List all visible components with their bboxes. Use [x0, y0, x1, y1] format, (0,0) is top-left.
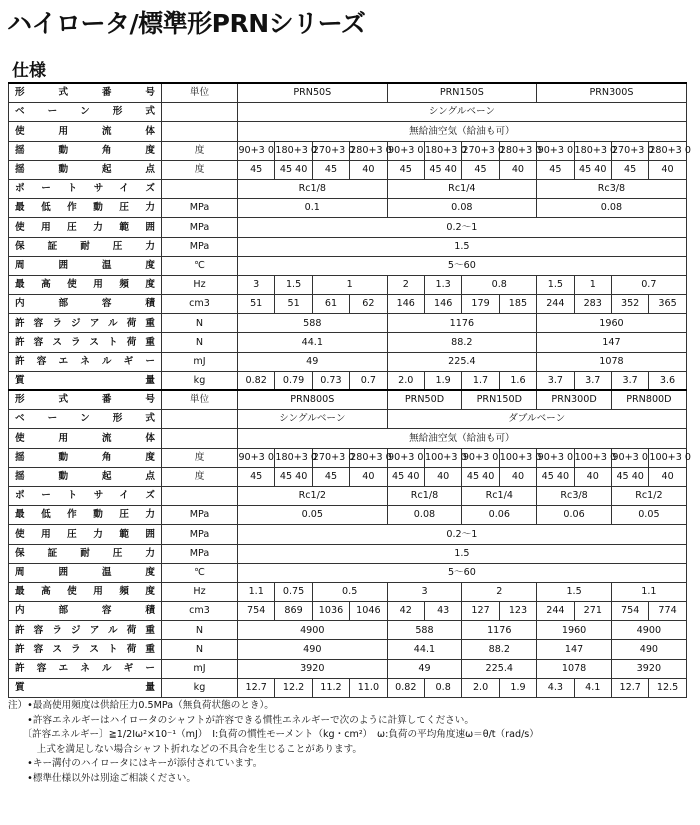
- value-cell: 45 40: [574, 160, 611, 179]
- value-cell: 225.4: [387, 352, 537, 371]
- unit-cell: [162, 179, 238, 198]
- row-label: 最低作動圧力: [9, 506, 162, 525]
- value-cell: 180+3 0: [275, 141, 312, 160]
- value-cell: 280+3 0: [499, 141, 536, 160]
- value-cell: 0.08: [387, 506, 462, 525]
- notes: [8, 699, 692, 787]
- value-cell: 45 40: [537, 467, 574, 486]
- value-cell: 0.08: [387, 199, 537, 218]
- row-label: 許容ラジアル荷重: [9, 621, 162, 640]
- value-cell: 225.4: [462, 659, 537, 678]
- value-cell: 1078: [537, 352, 687, 371]
- table-row: [9, 199, 687, 218]
- value-cell: 40: [649, 160, 686, 179]
- value-cell: 5〜60: [238, 563, 687, 582]
- value-cell: 45: [537, 160, 574, 179]
- value-cell: 無給油空気（給油も可）: [238, 122, 687, 141]
- value-cell: 4900: [238, 621, 388, 640]
- value-cell: 270+3 0: [611, 141, 648, 160]
- unit-cell: mJ: [162, 352, 238, 371]
- value-cell: 2: [387, 275, 424, 294]
- table-row: [9, 333, 687, 352]
- value-cell: 45 40: [424, 160, 461, 179]
- value-cell: 1.5: [275, 275, 312, 294]
- model-header: PRN150S: [387, 83, 537, 103]
- value-cell: 90+3 0: [238, 141, 275, 160]
- value-cell: 1960: [537, 314, 687, 333]
- row-label: 揺動起点: [9, 160, 162, 179]
- value-cell: 3.7: [537, 371, 574, 390]
- value-cell: 12.7: [238, 678, 275, 697]
- value-cell: 51: [238, 295, 275, 314]
- value-cell: 4.3: [537, 678, 574, 697]
- row-label: 保証耐圧力: [9, 237, 162, 256]
- table-row: [9, 83, 687, 103]
- value-cell: Rc3/8: [537, 179, 687, 198]
- value-cell: 0.82: [238, 371, 275, 390]
- row-label: 許容スラスト荷重: [9, 640, 162, 659]
- value-cell: 352: [611, 295, 648, 314]
- value-cell: 0.75: [275, 582, 312, 601]
- unit-cell: [162, 103, 238, 122]
- row-label: 使用圧力範囲: [9, 525, 162, 544]
- unit-cell: 度: [162, 448, 238, 467]
- value-cell: 0.06: [462, 506, 537, 525]
- spec-table-2: [8, 389, 691, 698]
- value-cell: 1.9: [499, 678, 536, 697]
- value-cell: 0.06: [537, 506, 612, 525]
- value-cell: 44.1: [387, 640, 462, 659]
- table-row: [9, 390, 687, 410]
- value-cell: 42: [387, 602, 424, 621]
- value-cell: 127: [462, 602, 499, 621]
- value-cell: 0.73: [312, 371, 349, 390]
- value-cell: 2: [462, 582, 537, 601]
- row-label: 最高使用頻度: [9, 582, 162, 601]
- table-row: [9, 141, 687, 160]
- row-label: 揺動角度: [9, 448, 162, 467]
- value-cell: 270+3 0: [312, 141, 349, 160]
- value-cell: 90+3 0: [238, 448, 275, 467]
- row-label: ベーン形式: [9, 103, 162, 122]
- unit-cell: [162, 486, 238, 505]
- unit-cell: N: [162, 640, 238, 659]
- model-header: PRN50D: [387, 390, 462, 410]
- value-cell: 90+3 0: [387, 141, 424, 160]
- value-cell: 49: [238, 352, 388, 371]
- row-label: 内部容積: [9, 602, 162, 621]
- row-label: 最高使用頻度: [9, 275, 162, 294]
- section-heading: 仕様: [12, 61, 46, 81]
- value-cell: Rc1/2: [611, 486, 686, 505]
- value-cell: 283: [574, 295, 611, 314]
- value-cell: 88.2: [462, 640, 537, 659]
- note-line: 〔許容エネルギー〕≧1/2Iω²×10⁻¹（mJ） I:負荷の慣性モーメント（kg・cm²） ω:負荷の平均角度速ω＝θ/t（rad/s）: [8, 729, 539, 741]
- value-cell: 490: [611, 640, 686, 659]
- value-cell: 1176: [462, 621, 537, 640]
- value-cell: 45 40: [462, 467, 499, 486]
- unit-cell: cm3: [162, 295, 238, 314]
- value-cell: 45 40: [611, 467, 648, 486]
- value-cell: 100+3 0: [649, 448, 686, 467]
- value-cell: 40: [350, 467, 387, 486]
- value-cell: 45: [387, 160, 424, 179]
- unit-cell: 度: [162, 141, 238, 160]
- model-header: PRN50S: [238, 83, 388, 103]
- unit-cell: MPa: [162, 525, 238, 544]
- value-cell: 185: [499, 295, 536, 314]
- table-row: [9, 506, 687, 525]
- table-row: [9, 218, 687, 237]
- value-cell: 3920: [611, 659, 686, 678]
- row-label: 周囲温度: [9, 256, 162, 275]
- table-row: [9, 486, 687, 505]
- value-cell: 40: [499, 467, 536, 486]
- value-cell: 100+3 0: [574, 448, 611, 467]
- table-row: [9, 448, 687, 467]
- unit-cell: MPa: [162, 544, 238, 563]
- value-cell: 3.7: [574, 371, 611, 390]
- value-cell: 1.1: [238, 582, 275, 601]
- value-cell: 270+3 0: [312, 448, 349, 467]
- value-cell: 180+3 0: [574, 141, 611, 160]
- value-cell: 588: [387, 621, 462, 640]
- note-line: •許容エネルギーはハイロータのシャフトが許容できる慣性エネルギーで次のように計算してください。: [8, 714, 474, 726]
- value-cell: 1.5: [238, 544, 687, 563]
- value-cell: 0.7: [350, 371, 387, 390]
- table-row: [9, 544, 687, 563]
- value-cell: 0.1: [238, 199, 388, 218]
- value-cell: 45 40: [387, 467, 424, 486]
- value-cell: 0.2〜1: [238, 218, 687, 237]
- value-cell: 45 40: [275, 160, 312, 179]
- row-label: ポートサイズ: [9, 486, 162, 505]
- table-row: [9, 602, 687, 621]
- value-cell: 3: [238, 275, 275, 294]
- value-cell: 4.1: [574, 678, 611, 697]
- table-row: [9, 295, 687, 314]
- row-label: 揺動角度: [9, 141, 162, 160]
- value-cell: 280+3 0: [350, 448, 387, 467]
- value-cell: 1046: [350, 602, 387, 621]
- value-cell: 1.5: [537, 275, 574, 294]
- table-row: [9, 160, 687, 179]
- unit-cell: N: [162, 314, 238, 333]
- value-cell: 180+3 0: [424, 141, 461, 160]
- unit-cell: 単位: [162, 390, 238, 410]
- unit-cell: ℃: [162, 563, 238, 582]
- value-cell: 3.7: [611, 371, 648, 390]
- row-label: 揺動起点: [9, 467, 162, 486]
- value-cell: 0.05: [238, 506, 388, 525]
- table-row: [9, 103, 687, 122]
- unit-cell: 度: [162, 467, 238, 486]
- unit-cell: 単位: [162, 83, 238, 103]
- value-cell: 90+3 0: [462, 448, 499, 467]
- value-cell: 0.05: [611, 506, 686, 525]
- value-cell: Rc3/8: [537, 486, 612, 505]
- row-label: 許容エネルギー: [9, 352, 162, 371]
- value-cell: 146: [424, 295, 461, 314]
- model-header: PRN800S: [238, 390, 388, 410]
- spec-table-1: [8, 82, 691, 391]
- value-cell: 754: [238, 602, 275, 621]
- row-label: 質量: [9, 678, 162, 697]
- unit-cell: [162, 410, 238, 429]
- value-cell: 0.5: [312, 582, 387, 601]
- value-cell: シングルベーン: [238, 410, 388, 429]
- row-label: 内部容積: [9, 295, 162, 314]
- row-label: 使用流体: [9, 429, 162, 448]
- model-header: PRN800D: [611, 390, 686, 410]
- value-cell: 179: [462, 295, 499, 314]
- value-cell: 43: [424, 602, 461, 621]
- row-label: 保証耐圧力: [9, 544, 162, 563]
- unit-cell: MPa: [162, 199, 238, 218]
- table-row: [9, 314, 687, 333]
- unit-cell: 度: [162, 160, 238, 179]
- unit-cell: MPa: [162, 506, 238, 525]
- row-label: 許容エネルギー: [9, 659, 162, 678]
- table-row: [9, 525, 687, 544]
- value-cell: 3920: [238, 659, 388, 678]
- row-label: 質量: [9, 371, 162, 390]
- row-label: 使用流体: [9, 122, 162, 141]
- table-row: [9, 467, 687, 486]
- unit-cell: kg: [162, 371, 238, 390]
- value-cell: Rc1/8: [238, 179, 388, 198]
- value-cell: 0.08: [537, 199, 687, 218]
- table-row: [9, 582, 687, 601]
- row-label: 周囲温度: [9, 563, 162, 582]
- value-cell: 1078: [537, 659, 612, 678]
- value-cell: 1.5: [238, 237, 687, 256]
- row-label: 形式番号: [9, 390, 162, 410]
- value-cell: 51: [275, 295, 312, 314]
- value-cell: 490: [238, 640, 388, 659]
- unit-cell: mJ: [162, 659, 238, 678]
- page-title: ハイロータ/標準形PRNシリーズ: [7, 9, 366, 38]
- value-cell: 45: [312, 467, 349, 486]
- value-cell: 1176: [387, 314, 537, 333]
- value-cell: 90+3 0: [537, 448, 574, 467]
- unit-cell: Hz: [162, 582, 238, 601]
- value-cell: 2.0: [387, 371, 424, 390]
- value-cell: 5〜60: [238, 256, 687, 275]
- value-cell: 0.79: [275, 371, 312, 390]
- table-row: [9, 179, 687, 198]
- value-cell: 11.2: [312, 678, 349, 697]
- value-cell: 45: [238, 160, 275, 179]
- unit-cell: Hz: [162, 275, 238, 294]
- row-label: 形式番号: [9, 83, 162, 103]
- row-label: 使用圧力範囲: [9, 218, 162, 237]
- value-cell: 244: [537, 602, 574, 621]
- value-cell: 365: [649, 295, 686, 314]
- table-row: [9, 429, 687, 448]
- value-cell: 1.9: [424, 371, 461, 390]
- value-cell: 0.82: [387, 678, 424, 697]
- value-cell: 88.2: [387, 333, 537, 352]
- value-cell: 0.8: [462, 275, 537, 294]
- value-cell: 2.0: [462, 678, 499, 697]
- value-cell: 100+3 0: [499, 448, 536, 467]
- row-label: 許容ラジアル荷重: [9, 314, 162, 333]
- unit-cell: MPa: [162, 237, 238, 256]
- value-cell: 147: [537, 333, 687, 352]
- value-cell: 588: [238, 314, 388, 333]
- value-cell: 270+3 0: [462, 141, 499, 160]
- value-cell: 40: [350, 160, 387, 179]
- value-cell: 180+3 0: [275, 448, 312, 467]
- unit-cell: N: [162, 621, 238, 640]
- table-row: [9, 563, 687, 582]
- table-row: [9, 256, 687, 275]
- unit-cell: ℃: [162, 256, 238, 275]
- value-cell: 100+3 0: [424, 448, 461, 467]
- row-label: 許容スラスト荷重: [9, 333, 162, 352]
- value-cell: 1.3: [424, 275, 461, 294]
- value-cell: 90+3 0: [537, 141, 574, 160]
- unit-cell: MPa: [162, 218, 238, 237]
- table-row: [9, 352, 687, 371]
- value-cell: 754: [611, 602, 648, 621]
- value-cell: 0.7: [611, 275, 686, 294]
- value-cell: 90+3 0: [611, 448, 648, 467]
- note-line: •キー溝付のハイロータにはキーが添付されています。: [8, 758, 263, 770]
- value-cell: 45: [238, 467, 275, 486]
- table-row: [9, 275, 687, 294]
- value-cell: 40: [499, 160, 536, 179]
- value-cell: 12.5: [649, 678, 686, 697]
- value-cell: 1036: [312, 602, 349, 621]
- value-cell: 123: [499, 602, 536, 621]
- note-line: •標準仕様以外は別途ご相談ください。: [8, 772, 196, 784]
- value-cell: 45: [312, 160, 349, 179]
- value-cell: 146: [387, 295, 424, 314]
- value-cell: 62: [350, 295, 387, 314]
- value-cell: Rc1/8: [387, 486, 462, 505]
- value-cell: 49: [387, 659, 462, 678]
- value-cell: 0.2〜1: [238, 525, 687, 544]
- value-cell: 280+3 0: [350, 141, 387, 160]
- value-cell: 90+3 0: [387, 448, 424, 467]
- value-cell: 12.7: [611, 678, 648, 697]
- value-cell: 40: [649, 467, 686, 486]
- value-cell: 1.6: [499, 371, 536, 390]
- row-label: ベーン形式: [9, 410, 162, 429]
- value-cell: 12.2: [275, 678, 312, 697]
- value-cell: 3.6: [649, 371, 686, 390]
- value-cell: 45: [611, 160, 648, 179]
- unit-cell: kg: [162, 678, 238, 697]
- unit-cell: cm3: [162, 602, 238, 621]
- row-label: ポートサイズ: [9, 179, 162, 198]
- table-row: [9, 659, 687, 678]
- table-row: [9, 122, 687, 141]
- value-cell: 1.1: [611, 582, 686, 601]
- value-cell: 61: [312, 295, 349, 314]
- model-header: PRN150D: [462, 390, 537, 410]
- unit-cell: [162, 429, 238, 448]
- value-cell: シングルベーン: [238, 103, 687, 122]
- unit-cell: [162, 122, 238, 141]
- note-line: 注）•最高使用頻度は供給圧力0.5MPa（無負荷状態のとき）。: [8, 700, 274, 711]
- unit-cell: N: [162, 333, 238, 352]
- value-cell: 147: [537, 640, 612, 659]
- value-cell: 44.1: [238, 333, 388, 352]
- value-cell: 45 40: [275, 467, 312, 486]
- table-row: [9, 371, 687, 390]
- value-cell: Rc1/2: [238, 486, 388, 505]
- value-cell: 1: [574, 275, 611, 294]
- value-cell: 1.5: [537, 582, 612, 601]
- value-cell: 4900: [611, 621, 686, 640]
- value-cell: Rc1/4: [387, 179, 537, 198]
- value-cell: 280+3 0: [649, 141, 686, 160]
- value-cell: 40: [574, 467, 611, 486]
- table-row: [9, 410, 687, 429]
- value-cell: 1: [312, 275, 387, 294]
- value-cell: 11.0: [350, 678, 387, 697]
- value-cell: 無給油空気（給油も可）: [238, 429, 687, 448]
- value-cell: 1.7: [462, 371, 499, 390]
- value-cell: 0.8: [424, 678, 461, 697]
- model-header: PRN300D: [537, 390, 612, 410]
- table-row: [9, 678, 687, 697]
- value-cell: 869: [275, 602, 312, 621]
- row-label: 最低作動圧力: [9, 199, 162, 218]
- value-cell: 1960: [537, 621, 612, 640]
- value-cell: ダブルベーン: [387, 410, 686, 429]
- value-cell: 45: [462, 160, 499, 179]
- value-cell: 774: [649, 602, 686, 621]
- note-line: 上式を満足しない場合シャフト折れなどの不具合を生じることがあります。: [8, 743, 363, 755]
- value-cell: 40: [424, 467, 461, 486]
- table-row: [9, 640, 687, 659]
- value-cell: 244: [537, 295, 574, 314]
- model-header: PRN300S: [537, 83, 687, 103]
- value-cell: 3: [387, 582, 462, 601]
- value-cell: 271: [574, 602, 611, 621]
- value-cell: Rc1/4: [462, 486, 537, 505]
- table-row: [9, 621, 687, 640]
- table-row: [9, 237, 687, 256]
